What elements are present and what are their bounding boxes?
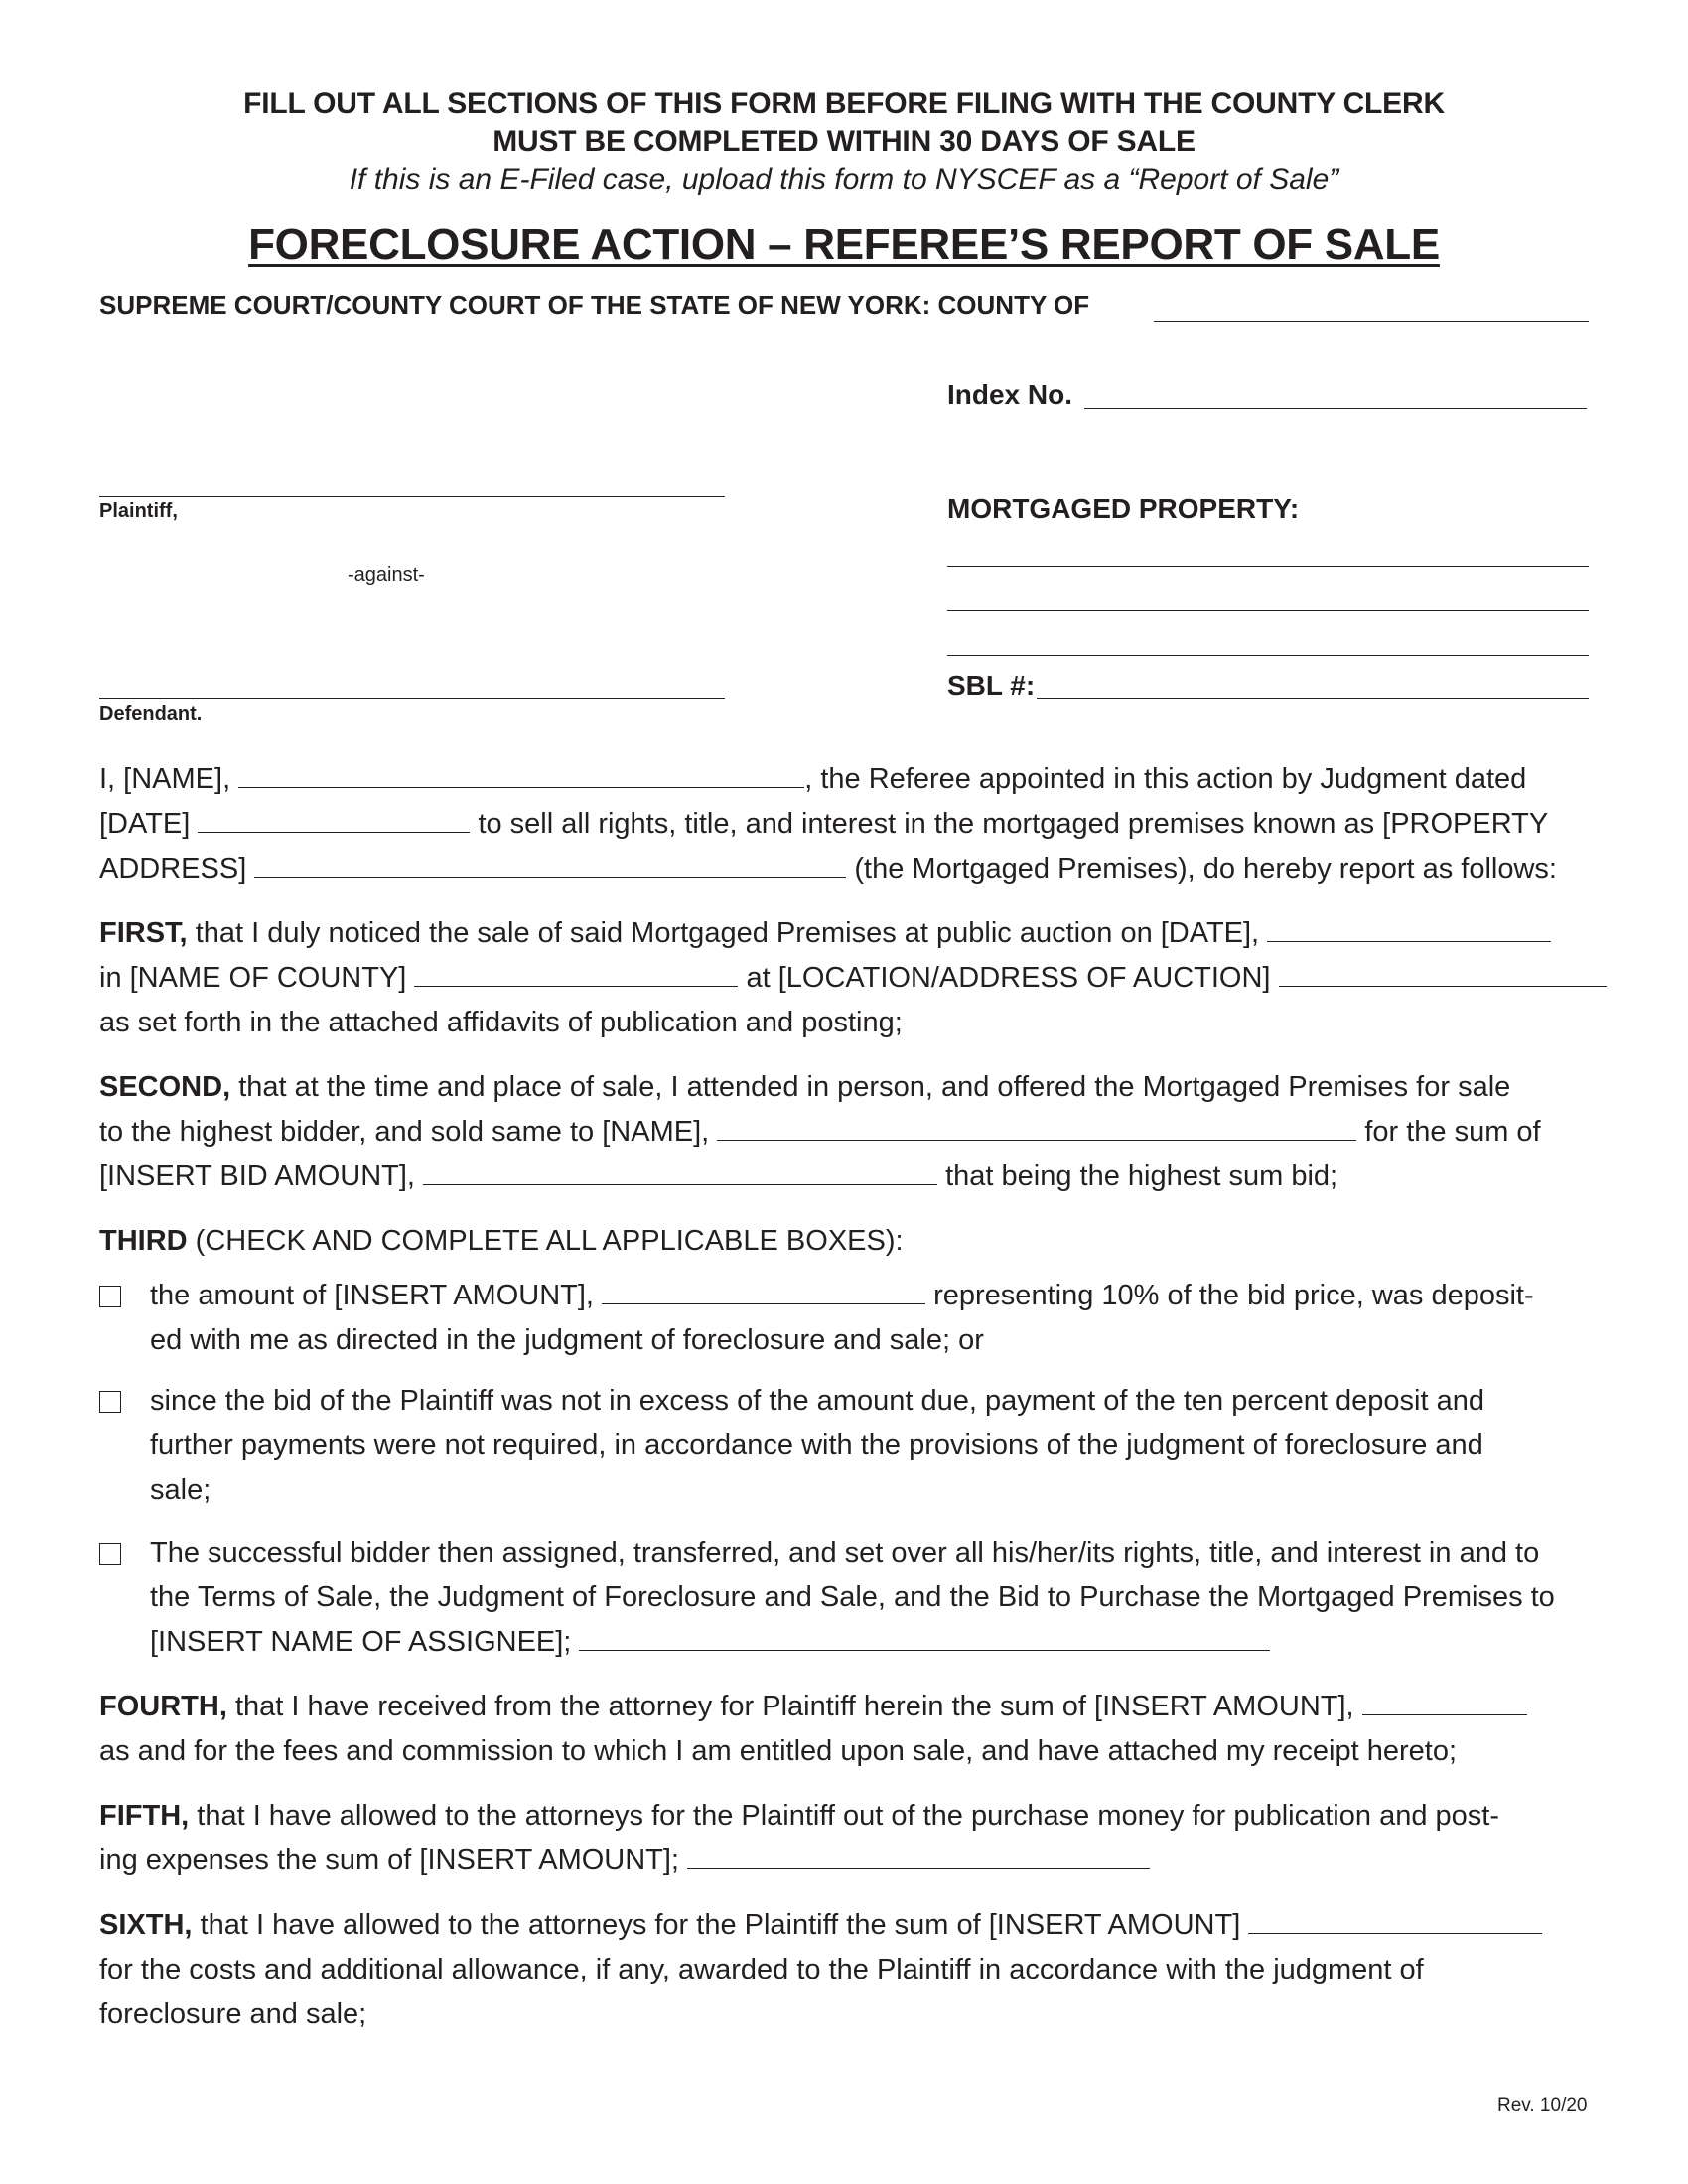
sixth-text-3: foreclosure and sale; <box>99 1998 367 2030</box>
second-line-3 <box>99 1155 1337 1199</box>
second-sum-text: for the sum of <box>1364 1116 1541 1148</box>
fourth-label: FOURTH, <box>99 1691 227 1722</box>
intro-line-3 <box>99 847 1557 891</box>
second-line-1 <box>99 1065 1510 1110</box>
third-option-2-line-1: since the bid of the Plaintiff was not in excess of the amount due, payment of the ten percent deposit and <box>150 1385 1484 1417</box>
index-no-label: Index No. <box>947 379 1073 410</box>
auction-location-field[interactable] <box>1279 956 1607 987</box>
fees-amount-field[interactable] <box>1362 1685 1527 1715</box>
third-option-3-line-2: the Terms of Sale, the Judgment of Foreclosure and Sale, and the Bid to Purchase the Mortgaged Premises to <box>150 1581 1555 1613</box>
second-bidder-label: to the highest bidder, and sold same to [NAME], <box>99 1116 710 1148</box>
property-field-line-1[interactable] <box>947 566 1589 567</box>
third-label: THIRD <box>99 1225 188 1257</box>
sixth-text-1: that I have allowed to the attorneys for the Plaintiff the sum of [INSERT AMOUNT] <box>200 1909 1241 1941</box>
third-option-1-line-2: ed with me as directed in the judgment of foreclosure and sale; or <box>150 1324 984 1356</box>
first-text-3: as set forth in the attached affidavits of publication and posting; <box>99 1007 903 1038</box>
bidder-name-field[interactable] <box>717 1110 1356 1141</box>
fifth-text-2: ing expenses the sum of [INSERT AMOUNT]; <box>99 1844 679 1876</box>
sixth-line-1 <box>99 1903 1542 1948</box>
plaintiff-field[interactable] <box>99 496 725 497</box>
third-instructions: (CHECK AND COMPLETE ALL APPLICABLE BOXES): <box>195 1225 904 1257</box>
header-line-1: FILL OUT ALL SECTIONS OF THIS FORM BEFORE FILING WITH THE COUNTY CLERK <box>243 87 1445 120</box>
deposit-amount-field[interactable] <box>602 1274 925 1304</box>
second-line-2 <box>99 1110 1541 1155</box>
fifth-label: FIFTH, <box>99 1800 190 1832</box>
sbl-field[interactable] <box>1037 698 1589 699</box>
against-label: -against- <box>348 564 425 586</box>
defendant-field[interactable] <box>99 698 725 699</box>
index-no-field[interactable] <box>1084 408 1587 409</box>
third-option-2-line-3: sale; <box>150 1474 211 1506</box>
referee-name-field[interactable] <box>238 757 804 788</box>
third-option-2-line-2: further payments were not required, in accordance with the provisions of the judgment of foreclosure and <box>150 1430 1483 1461</box>
bid-amount-field[interactable] <box>423 1155 937 1185</box>
fourth-text-1: that I have received from the attorney for Plaintiff herein the sum of [INSERT AMOUNT], <box>234 1691 1354 1722</box>
assignee-label: [INSERT NAME OF ASSIGNEE]; <box>150 1626 572 1658</box>
mortgaged-property-label: MORTGAGED PROPERTY: <box>947 493 1300 524</box>
deposit-checkbox[interactable] <box>99 1286 121 1307</box>
costs-amount-field[interactable] <box>1248 1903 1542 1934</box>
sixth-text-2: for the costs and additional allowance, if any, awarded to the Plaintiff in accordance with the judgment of <box>99 1954 1424 1985</box>
deposit-text: representing 10% of the bid price, was deposit- <box>933 1280 1534 1311</box>
intro-line-2 <box>99 802 1548 847</box>
publication-expenses-field[interactable] <box>687 1839 1150 1869</box>
intro-premises-text: to sell all rights, title, and interest in the mortgaged premises known as [PROPERTY <box>478 808 1549 840</box>
property-field-line-3[interactable] <box>947 655 1589 656</box>
no-deposit-checkbox[interactable] <box>99 1391 121 1413</box>
assignee-name-field[interactable] <box>579 1620 1270 1651</box>
intro-judgment-text: , the Referee appointed in this action by Judgment dated <box>804 763 1527 795</box>
first-location-label: at [LOCATION/ADDRESS OF AUCTION] <box>746 962 1271 994</box>
third-option-1-line-1 <box>150 1274 1534 1318</box>
fourth-text-2: as and for the fees and commission to which I am entitled upon sale, and have attached my receipt hereto; <box>99 1735 1458 1767</box>
first-line-2 <box>99 956 1607 1001</box>
first-label: FIRST, <box>99 917 188 949</box>
property-field-line-2[interactable] <box>947 610 1589 611</box>
second-bid-label: [INSERT BID AMOUNT], <box>99 1160 415 1192</box>
first-line-1 <box>99 911 1551 956</box>
auction-date-field[interactable] <box>1267 911 1551 942</box>
plaintiff-label: Plaintiff, <box>99 500 178 522</box>
county-field[interactable] <box>1154 321 1589 322</box>
intro-date-label: [DATE] <box>99 808 191 840</box>
second-highest-text: that being the highest sum bid; <box>945 1160 1338 1192</box>
first-text-1: that I duly noticed the sale of said Mortgaged Premises at public auction on [DATE], <box>195 917 1260 949</box>
fifth-line-2 <box>99 1839 1150 1883</box>
sixth-label: SIXTH, <box>99 1909 193 1941</box>
second-text-1: that at the time and place of sale, I attended in person, and offered the Mortgaged Premises for sale <box>238 1071 1511 1103</box>
intro-name-label: I, [NAME], <box>99 763 231 795</box>
third-option-3-line-1: The successful bidder then assigned, transferred, and set over all his/her/its rights, title, and interest in and to <box>150 1537 1540 1569</box>
revision-label: Rev. 10/20 <box>1497 2095 1588 2116</box>
second-label: SECOND, <box>99 1071 231 1103</box>
fourth-line-1 <box>99 1685 1527 1729</box>
intro-line-1 <box>99 757 1526 802</box>
intro-address-label: ADDRESS] <box>99 853 247 885</box>
form-title: FORECLOSURE ACTION – REFEREE’S REPORT OF SALE <box>248 220 1440 269</box>
property-address-field[interactable] <box>254 847 846 878</box>
header-line-2: MUST BE COMPLETED WITHIN 30 DAYS OF SALE <box>492 125 1196 158</box>
county-name-field[interactable] <box>414 956 738 987</box>
intro-report-text: (the Mortgaged Premises), do hereby report as follows: <box>854 853 1557 885</box>
third-option-3-line-3 <box>150 1620 1270 1665</box>
header-line-3: If this is an E-Filed case, upload this form to NYSCEF as a “Report of Sale” <box>349 163 1339 196</box>
court-caption: SUPREME COURT/COUNTY COURT OF THE STATE OF NEW YORK: COUNTY OF <box>99 290 1090 320</box>
first-county-label: in [NAME OF COUNTY] <box>99 962 407 994</box>
judgment-date-field[interactable] <box>198 802 470 833</box>
defendant-label: Defendant. <box>99 703 203 725</box>
third-line <box>99 1219 904 1264</box>
assignment-checkbox[interactable] <box>99 1543 121 1565</box>
fifth-line-1 <box>99 1794 1499 1839</box>
fifth-text-1: that I have allowed to the attorneys for the Plaintiff out of the purchase money for publication and post- <box>197 1800 1499 1832</box>
sbl-label: SBL #: <box>947 670 1036 701</box>
deposit-amount-label: the amount of [INSERT AMOUNT], <box>150 1280 594 1311</box>
